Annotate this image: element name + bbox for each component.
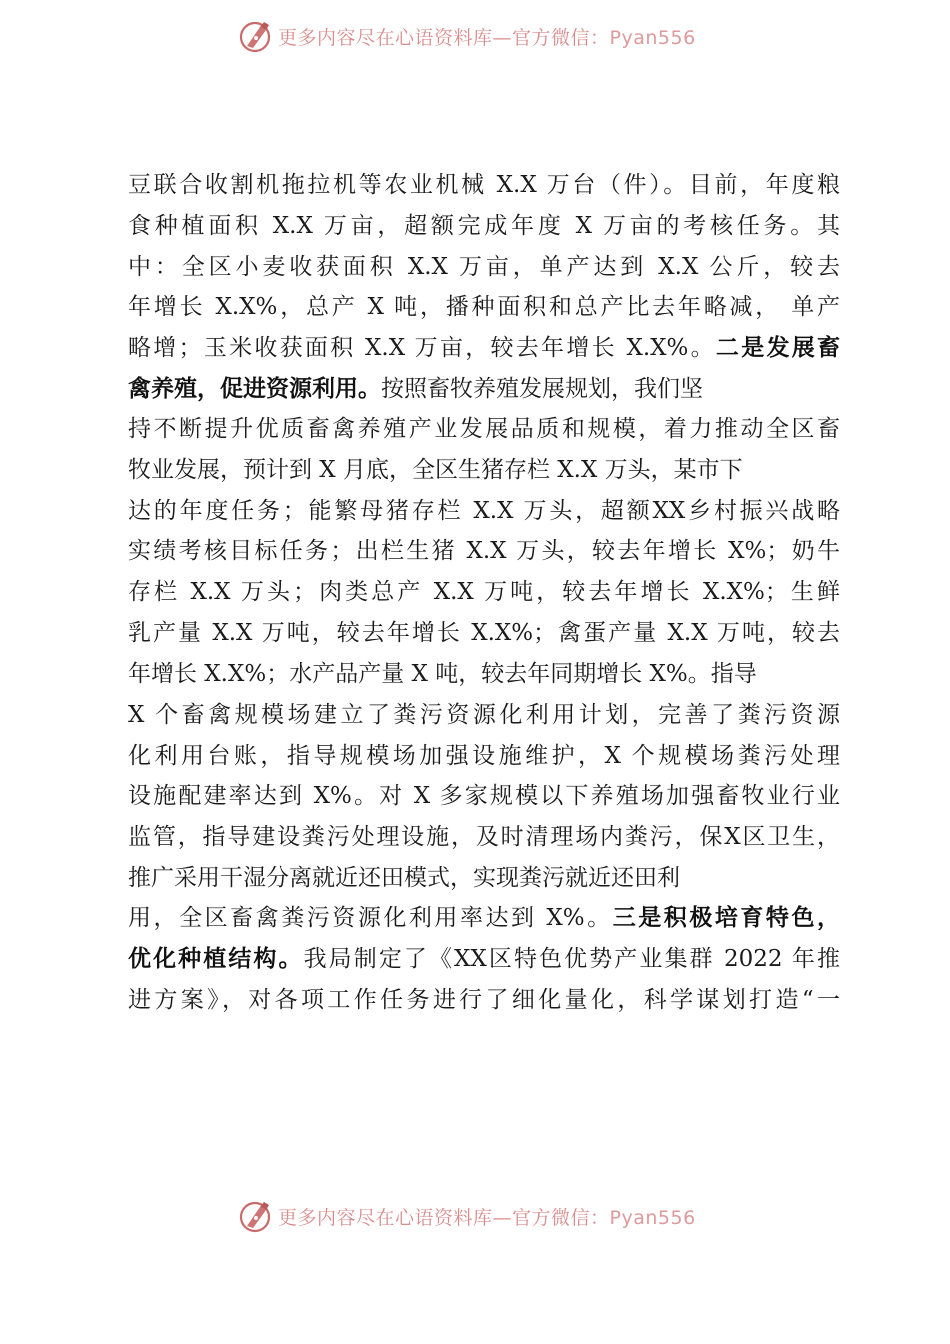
body-text: 略增；玉米收获面积 X.X 万亩，较去年增长 X.X%。 [128, 335, 716, 361]
watermark-footer [238, 1196, 696, 1236]
bold-heading-text: 禽养殖，促进资源利用。 [128, 376, 381, 402]
body-text: 存栏 X.X 万头；肉类总产 X.X 万吨，较去年增长 X.X%；生鲜 [128, 579, 840, 605]
paragraph-line [128, 252, 840, 282]
body-text: 食种植面积 X.X 万亩，超额完成年度 X 万亩的考核任务。其 [128, 213, 840, 239]
paragraph-line [128, 414, 840, 444]
watermark-text: 更多内容尽在心语资料库—官方微信：Pyan556 [278, 1206, 696, 1229]
body-text: 进方案》，对各项工作任务进行了细化量化，科学谋划打造“一 [128, 987, 840, 1013]
body-text: 按照畜牧养殖发展规划，我们坚 [381, 376, 703, 402]
paragraph-line [128, 903, 840, 933]
paragraph-line [128, 170, 840, 200]
body-text: 实绩考核目标任务；出栏生猪 X.X 万头，较去年增长 X%；奶牛 [128, 538, 840, 564]
paragraph-line [128, 374, 703, 404]
pen-nib-icon [238, 1198, 274, 1234]
paragraph-line [128, 863, 680, 893]
body-text: 化利用台账，指导规模场加强设施维护，X 个规模场粪污处理 [128, 743, 840, 769]
body-text: 牧业发展，预计到 X 月底，全区生猪存栏 X.X 万头，某市下 [128, 457, 743, 483]
pen-nib-icon [238, 18, 274, 54]
body-text: 用，全区畜禽粪污资源化利用率达到 X%。 [128, 905, 613, 931]
watermark-header [238, 16, 696, 56]
paragraph-line [128, 618, 840, 648]
paragraph-line [128, 211, 840, 241]
paragraph-line [128, 496, 840, 526]
body-text: 我局制定了《XX区特色优势产业集群 2022 年推 [303, 946, 841, 972]
body-text: X 个畜禽规模场建立了粪污资源化利用计划，完善了粪污资源 [128, 702, 840, 728]
paragraph-line [128, 822, 840, 852]
body-text: 豆联合收割机拖拉机等农业机械 X.X 万台（件）。目前，年度粮 [128, 172, 840, 198]
paragraph-line [128, 944, 840, 974]
body-text: 推广采用干湿分离就近还田模式，实现粪污就近还田利 [128, 865, 680, 891]
paragraph-line [128, 455, 743, 485]
paragraph-line [128, 700, 840, 730]
body-text: 监管，指导建设粪污处理设施，及时清理场内粪污，保X区卫生， [128, 824, 840, 850]
paragraph-line [128, 577, 840, 607]
body-text: 乳产量 X.X 万吨，较去年增长 X.X%；禽蛋产量 X.X 万吨，较去 [128, 620, 840, 646]
bold-heading-text: 三是积极培育特色， [612, 905, 841, 931]
body-text: 年增长 X.X%，总产 X 吨，播种面积和总产比去年略减， 单产 [128, 294, 840, 320]
body-text: 中：全区小麦收获面积 X.X 万亩，单产达到 X.X 公斤，较去 [128, 254, 840, 280]
body-text: 年增长 X.X%；水产品产量 X 吨，较去年同期增长 X%。指导 [128, 661, 757, 687]
body-text: 设施配建率达到 X%。对 X 多家规模以下养殖场加强畜牧业行业 [128, 783, 840, 809]
bold-heading-text: 优化种植结构。 [128, 946, 304, 972]
paragraph-line [128, 292, 840, 322]
body-text: 持不断提升优质畜禽养殖产业发展品质和规模，着力推动全区畜 [128, 416, 840, 442]
paragraph-line [128, 659, 757, 689]
watermark-text: 更多内容尽在心语资料库—官方微信：Pyan556 [278, 26, 696, 49]
paragraph-line [128, 985, 840, 1015]
paragraph-line [128, 333, 840, 363]
paragraph-line [128, 741, 840, 771]
paragraph-line [128, 536, 840, 566]
body-text: 达的年度任务；能繁母猪存栏 X.X 万头，超额XX乡村振兴战略 [128, 498, 840, 524]
bold-heading-text: 二是发展畜 [715, 335, 841, 361]
paragraph-line [128, 781, 840, 811]
